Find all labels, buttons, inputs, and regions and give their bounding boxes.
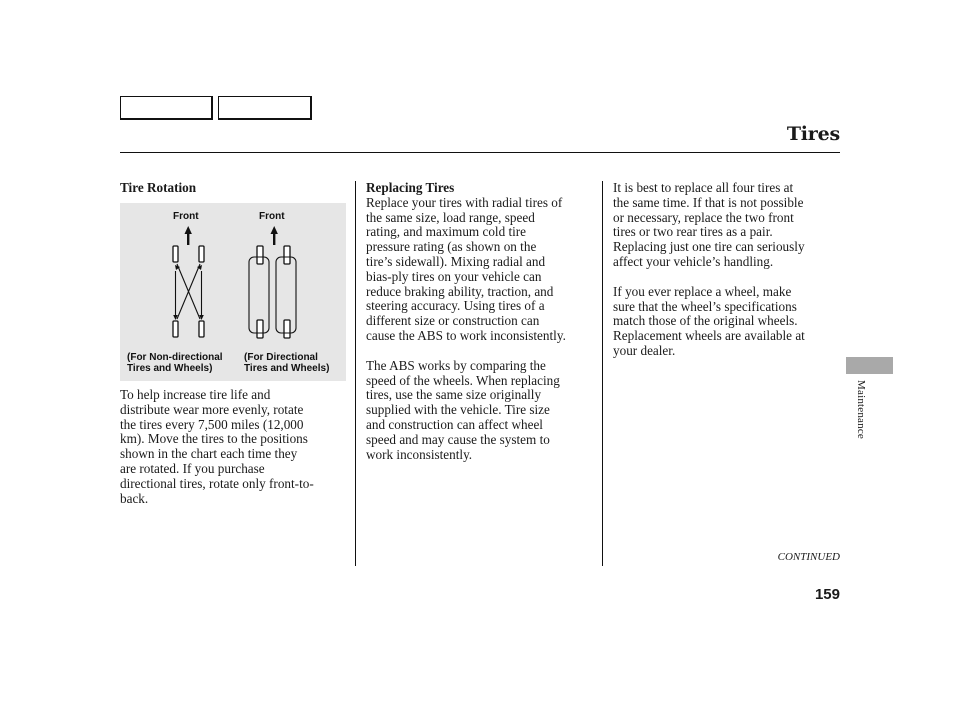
header-tab-box-1: [120, 96, 213, 120]
header-rule: [120, 152, 840, 153]
column-divider-2: [602, 181, 603, 566]
replacing-paragraph-1: Replace your tires with radial tires of the same size, load range, speed rating, and maximum cold tire pressure rating (as shown on the tire’s sidewall). Mixing radial and bias-ply tires on your vehicle can reduce braking ability, traction, and steering accuracy. Using tires of a different size or construction can cause the ABS to work inconsistently.: [366, 194, 566, 343]
caption-directional: (For Directional Tires and Wheels): [244, 352, 330, 374]
page-number: 159: [814, 586, 840, 603]
front-arrow-head-right: [271, 226, 278, 234]
replacing-tires-heading: Replacing Tires: [366, 180, 455, 195]
replacing-paragraph-2: The ABS works by comparing the speed of the wheels. When replacing tires, use the same size originally supplied with the vehicle. Tire size and construction can affect wheel speed and may cause the system to work inconsistently.: [366, 357, 560, 462]
replacing-tires-column: [366, 181, 598, 462]
column3-paragraph-1: It is best to replace all four tires at the same time. If that is not possible or necessary, replace the two front tires or two rear tires as a pair. Replacing just one tire can seriously affect your vehicle’s handling.: [613, 180, 805, 269]
column-divider-1: [355, 181, 356, 566]
page-title: Tires: [786, 123, 840, 145]
tire-rotation-paragraph: To help increase tire life and distribute wear more evenly, rotate the tires every 7,500 miles (12,000 km). Move the tires to the positions shown in the chart each time they are rotated. If you purchase directional tires, rotate only front-to- back.: [120, 387, 314, 506]
tire-rotation-text: [120, 388, 350, 506]
front-arrow-shaft-right: [273, 233, 275, 245]
section-label: Maintenance: [855, 380, 867, 440]
caption-non-directional: (For Non-directional Tires and Wheels): [127, 352, 223, 374]
front-arrow-head-left: [185, 226, 192, 234]
non-directional-arrows: [176, 264, 202, 319]
front-arrow-shaft-left: [187, 233, 189, 245]
tire-rotation-diagram: [120, 203, 346, 381]
front-label-directional: Front: [259, 211, 285, 222]
third-column: [613, 181, 839, 359]
continued-note: CONTINUED: [777, 551, 840, 563]
column3-paragraph-2: If you ever replace a wheel, make sure that the wheel’s specifications match those of the original wheels. Replacement wheels are available at your dealer.: [613, 283, 805, 358]
header-tab-box-2: [218, 96, 312, 120]
directional-tires: [257, 246, 290, 338]
section-tab: [846, 357, 893, 374]
front-label-non-directional: Front: [173, 211, 199, 222]
tire-rotation-heading: Tire Rotation: [120, 180, 197, 195]
